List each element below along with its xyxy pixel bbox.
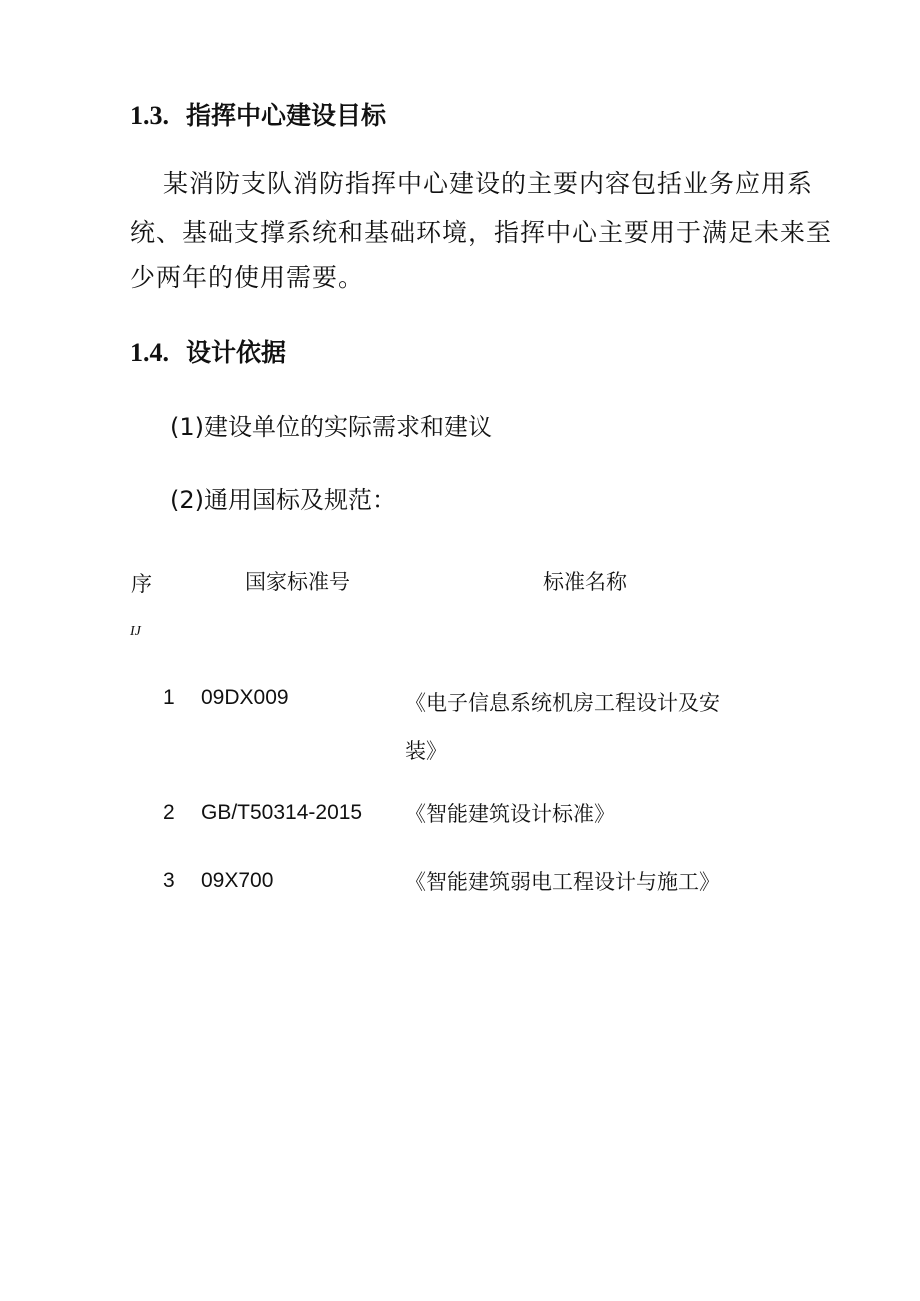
table-row-1-code: 09DX009 bbox=[201, 686, 289, 709]
table-row-3-name: 《智能建筑弱电工程设计与施工》 bbox=[405, 870, 720, 894]
paragraph-line-3: 少两年的使用需要。 bbox=[130, 263, 365, 292]
table-row-2-seq: 2 bbox=[163, 801, 175, 824]
table-row-1-name-line2: 装》 bbox=[405, 739, 447, 763]
table-header-code: 国家标准号 bbox=[245, 570, 350, 594]
table-row-2-code: GB/T50314-2015 bbox=[201, 801, 363, 824]
paragraph-line-1: 某消防支队消防指挥中心建设的主要内容包括业务应用系 bbox=[163, 169, 814, 198]
section-number: 1.4. bbox=[130, 338, 169, 367]
table-row-2-name: 《智能建筑设计标准》 bbox=[405, 802, 615, 826]
section-title: 设计依据 bbox=[186, 338, 287, 367]
table-row-1-name-line1: 《电子信息系统机房工程设计及安 bbox=[405, 691, 720, 715]
table-row-3-code: 09X700 bbox=[201, 869, 274, 892]
section-heading-1-3 bbox=[130, 101, 386, 131]
paragraph-line-2: 统、基础支撑系统和基础环境，指挥中心主要用于满足未来至 bbox=[130, 218, 833, 247]
table-row-3-seq: 3 bbox=[163, 869, 175, 892]
table-header-seq-suffix: IJ bbox=[130, 624, 141, 639]
table-header-name: 标准名称 bbox=[543, 570, 627, 594]
section-title: 指挥中心建设目标 bbox=[186, 101, 387, 130]
list-item-1: (1)建设单位的实际需求和建议 bbox=[170, 413, 492, 441]
section-heading-1-4 bbox=[130, 338, 286, 368]
list-item-2: (2)通用国标及规范： bbox=[170, 486, 396, 514]
section-number: 1.3. bbox=[130, 101, 169, 130]
table-header-seq: 序 bbox=[131, 572, 152, 596]
table-row-1-seq: 1 bbox=[163, 686, 175, 709]
